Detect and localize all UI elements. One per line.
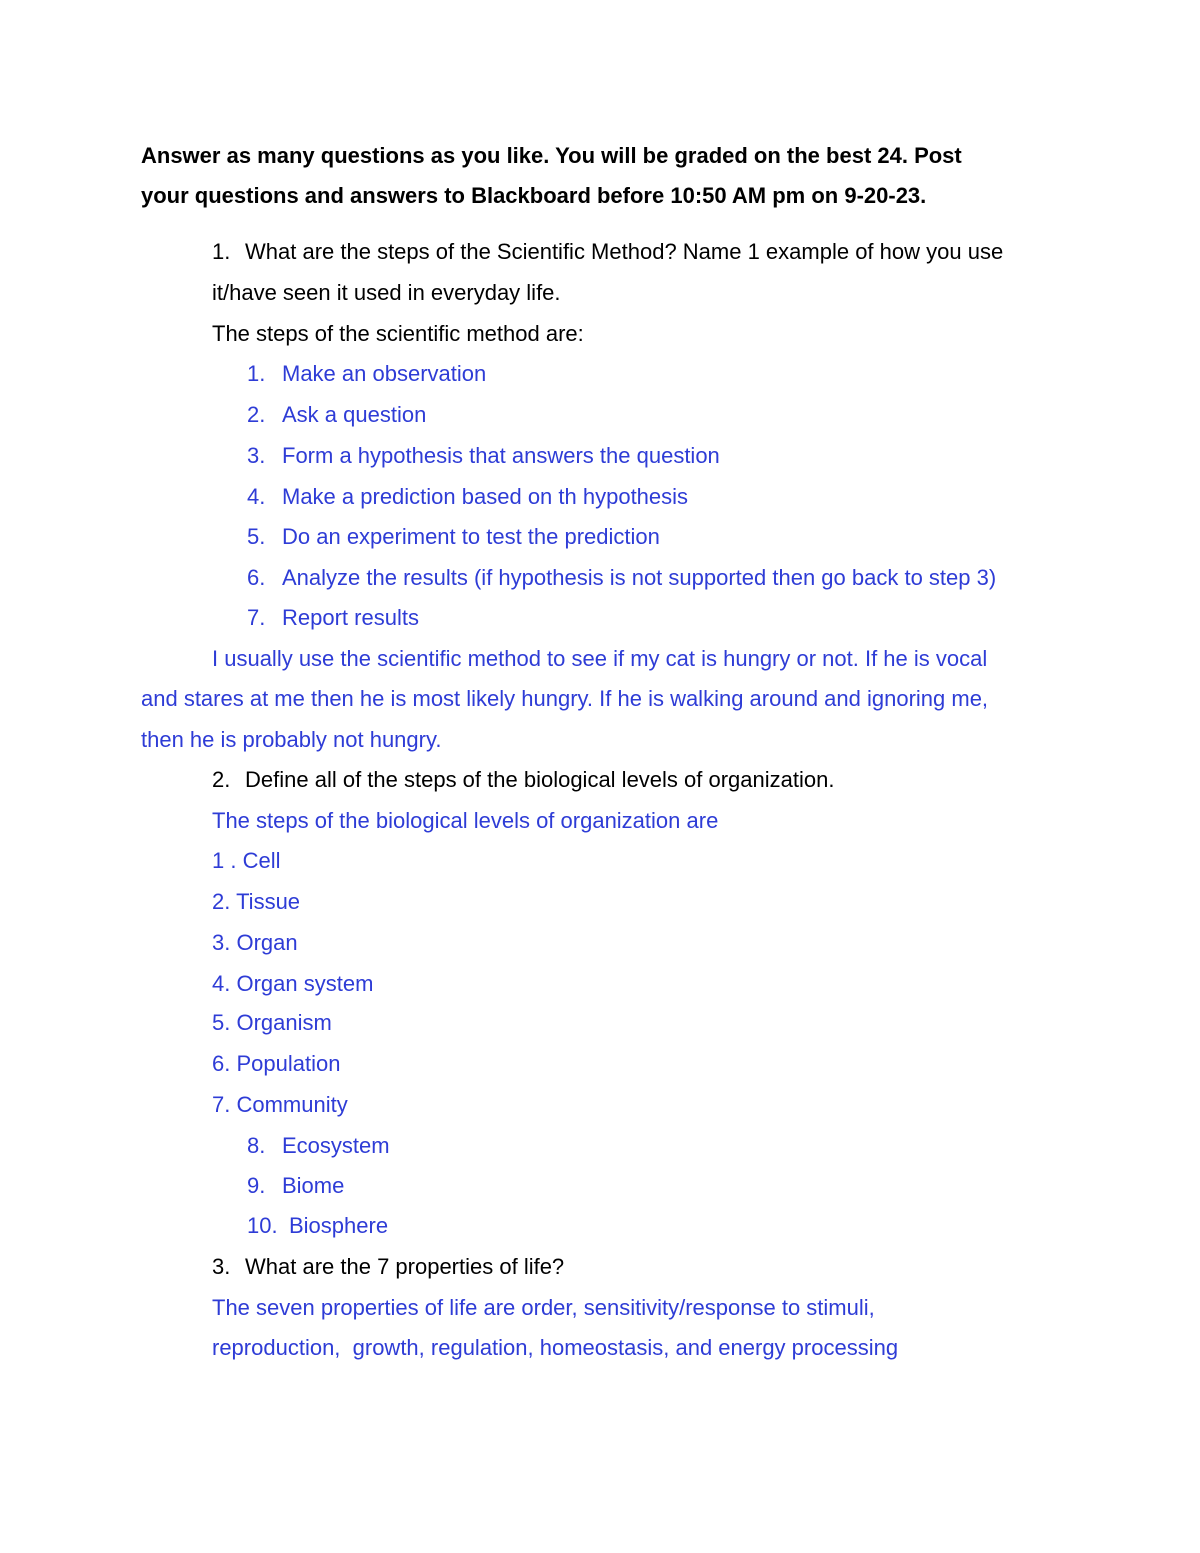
question-1-example-line-3: then he is probably not hungry. [141, 727, 442, 752]
list-item [247, 1213, 388, 1239]
list-item: 5. Organism [212, 1010, 332, 1035]
list-item-number: 7. [247, 605, 266, 630]
list-item-text: Biome [282, 1173, 345, 1198]
list-item [247, 605, 419, 631]
list-item: 4. Organ system [212, 971, 374, 996]
list-item-text: Biosphere [289, 1213, 389, 1238]
question-1 [212, 239, 1003, 265]
list-item: 6. Population [212, 1051, 341, 1076]
question-3-number: 3. [212, 1254, 231, 1279]
question-3-text: What are the 7 properties of life? [245, 1254, 565, 1279]
list-item [247, 484, 688, 510]
instructions-line-1: Answer as many questions as you like. You will be graded on the best 24. Post [141, 143, 962, 168]
list-item [247, 402, 426, 428]
list-item [247, 565, 996, 591]
list-item-text: Make a prediction based on th hypothesis [282, 484, 689, 509]
question-3 [212, 1254, 564, 1280]
question-2-number: 2. [212, 767, 231, 792]
list-item-text: Do an experiment to test the prediction [282, 524, 660, 549]
list-item: 3. Organ [212, 930, 298, 955]
list-item: 7. Community [212, 1092, 348, 1117]
list-item-number: 9. [247, 1173, 266, 1198]
question-2-text: Define all of the steps of the biological levels of organization. [245, 767, 835, 792]
list-item-number: 5. [247, 524, 266, 549]
question-1-number: 1. [212, 239, 231, 264]
question-2 [212, 767, 834, 793]
list-item-text: Form a hypothesis that answers the question [282, 443, 720, 468]
question-1-example-line-2: and stares at me then he is most likely hungry. If he is walking around and ignoring me, [141, 686, 989, 711]
question-1-example-line-1: I usually use the scientific method to see if my cat is hungry or not. If he is vocal [212, 646, 988, 671]
question-1-text-line-2: it/have seen it used in everyday life. [212, 280, 561, 305]
list-item-number: 1. [247, 361, 266, 386]
list-item-text: Make an observation [282, 361, 487, 386]
question-1-intro: The steps of the scientific method are: [212, 321, 584, 346]
list-item-text: Ask a question [282, 402, 427, 427]
list-item-text: Ecosystem [282, 1133, 390, 1158]
list-item-number: 4. [247, 484, 266, 509]
list-item-text: Report results [282, 605, 419, 630]
list-item-number: 6. [247, 565, 266, 590]
list-item [247, 361, 486, 387]
question-3-answer-line-2: reproduction, growth, regulation, homeostasis, and energy processing [212, 1335, 899, 1360]
list-item-text: Analyze the results (if hypothesis is not supported then go back to step 3) [282, 565, 997, 590]
list-item-number: 3. [247, 443, 266, 468]
question-3-answer-line-1: The seven properties of life are order, sensitivity/response to stimuli, [212, 1295, 875, 1320]
list-item: 2. Tissue [212, 889, 301, 914]
list-item-number: 2. [247, 402, 266, 427]
list-item: 1 . Cell [212, 848, 281, 873]
list-item [247, 443, 720, 469]
list-item-number: 8. [247, 1133, 266, 1158]
instructions-line-2: your questions and answers to Blackboard before 10:50 AM pm on 9-20-23. [141, 183, 927, 208]
question-1-text-line-1: What are the steps of the Scientific Method? Name 1 example of how you use [245, 239, 1004, 264]
question-2-intro: The steps of the biological levels of organization are [212, 808, 719, 833]
list-item [247, 1173, 344, 1199]
list-item [247, 1133, 390, 1159]
list-item [247, 524, 660, 550]
list-item-number: 10. [247, 1213, 278, 1238]
